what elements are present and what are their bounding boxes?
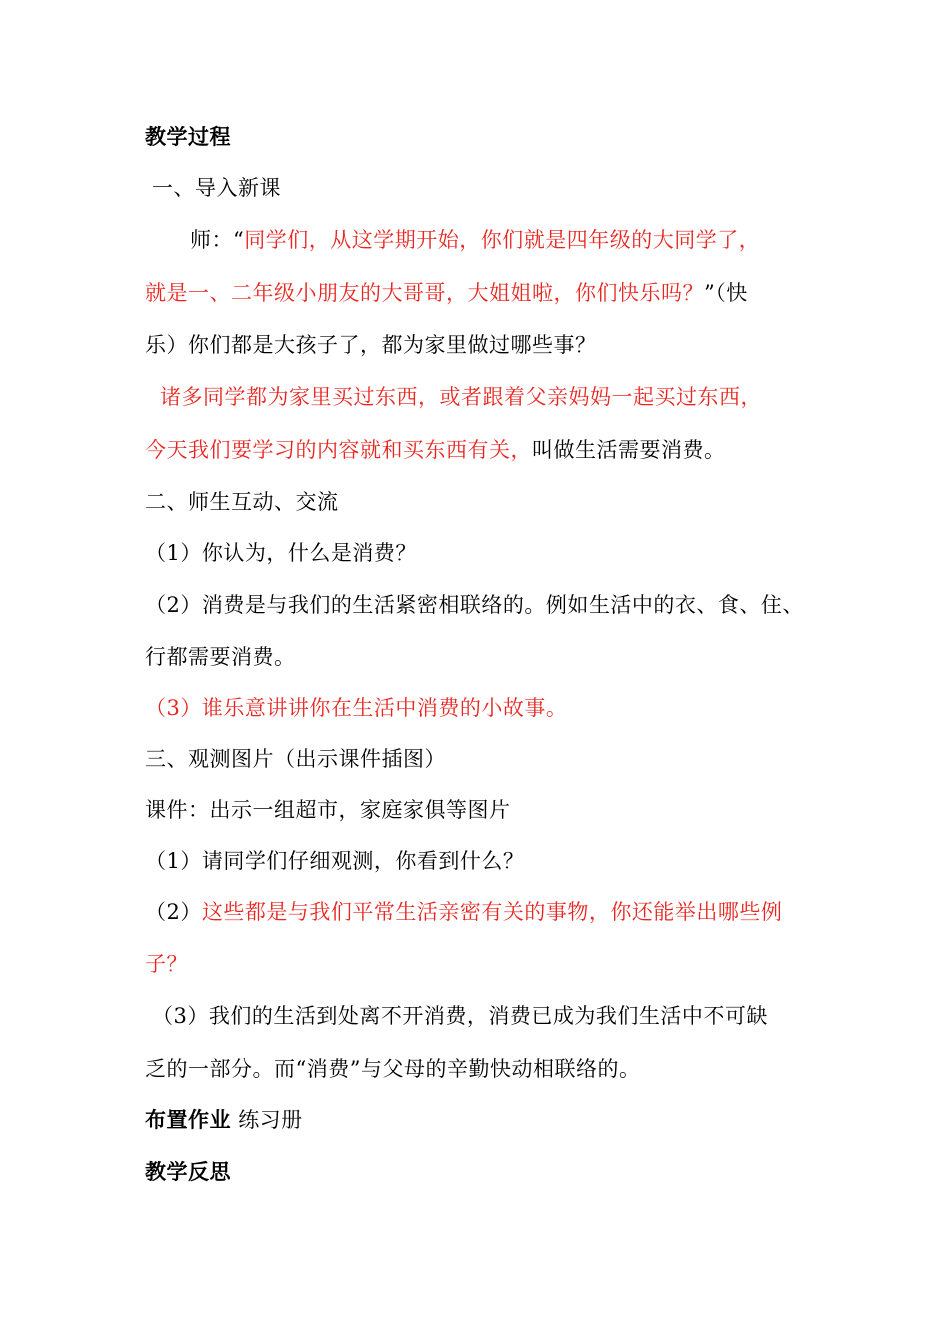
- section-3-question-3-line-2: 乏的一部分。而“消费”与父母的辛勤快动相联络的。: [145, 1057, 641, 1081]
- section-3-question-2-line-2: 子？: [145, 952, 188, 976]
- homework-label: 布置作业: [145, 1108, 231, 1132]
- question-2-red: 这些都是与我们平常生活亲密有关的事物，你还能举出哪些例: [201, 900, 783, 924]
- teacher-quote-red-2: 就是一、二年级小朋友的大哥哥，大姐姐啦，你们快乐吗？: [145, 281, 704, 305]
- heading-reflection: 教学反思: [145, 1160, 231, 1184]
- paragraph-2-black: 叫做生活需要消费。: [532, 438, 726, 462]
- homework-value: 练习册: [238, 1108, 303, 1132]
- heading-teaching-process: 教学过程: [145, 125, 231, 149]
- section-3-title: 三、观测图片（出示课件插图）: [145, 747, 446, 771]
- paragraph-2-red: 今天我们要学习的内容就和买东西有关，: [145, 438, 532, 462]
- section-2-question-3: （3）谁乐意讲讲你在生活中消费的小故事。: [145, 696, 568, 720]
- paragraph-2-line-1: 诸多同学都为家里买过东西，或者跟着父亲妈妈一起买过东西，: [160, 385, 762, 409]
- paragraph-1-line-1: [190, 226, 760, 254]
- teacher-prefix: 师：“: [190, 228, 245, 252]
- quote-close: ”（快: [704, 281, 748, 305]
- section-3-question-1: （1）请同学们仔细观测，你看到什么？: [145, 849, 525, 873]
- section-2-question-2-line-2: 行都需要消费。: [145, 645, 296, 669]
- section-3-question-3-line-1: （3）我们的生活到处离不开消费，消费已成为我们生活中不可缺: [152, 1004, 768, 1028]
- paragraph-1-line-2: [145, 279, 748, 307]
- teacher-quote-red: 同学们，从这学期开始，你们就是四年级的大同学了，: [244, 228, 761, 252]
- section-1-title: 一、导入新课: [152, 176, 281, 200]
- section-3-courseware: 课件：出示一组超市，家庭家俱等图片: [145, 798, 511, 822]
- paragraph-1-line-3: 乐）你们都是大孩子了，都为家里做过哪些事？: [145, 333, 597, 357]
- section-2-question-1: （1）你认为，什么是消费？: [145, 541, 417, 565]
- section-3-question-2-line-1: [145, 898, 782, 926]
- homework-line: [145, 1106, 303, 1134]
- section-2-title: 二、师生互动、交流: [145, 490, 339, 514]
- section-2-question-2-line-1: （2）消费是与我们的生活紧密相联络的。例如生活中的衣、食、住、: [145, 593, 804, 617]
- question-2-number: （2）: [145, 900, 202, 924]
- paragraph-2-line-2: [145, 436, 726, 464]
